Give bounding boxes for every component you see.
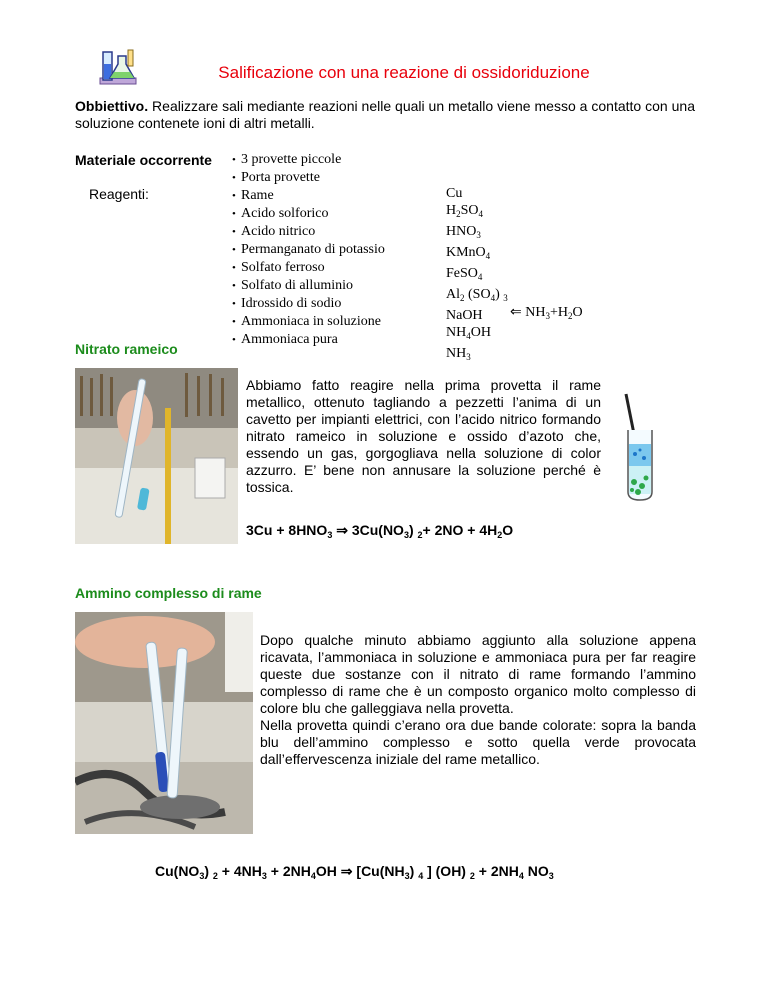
equation-ammino-complesso: $Cu(NO_3) _2 + 4NH_3 + 2NH_4OH$ ⇒ [$Cu(NH_3)$ $_4$ ] (OH) $_2 + 2NH_4$ $NO_3$ <box>155 863 554 881</box>
list-item: • Idrossido di sodio <box>232 296 342 311</box>
list-item: • Solfato ferroso <box>232 260 325 275</box>
bullet-icon: • <box>232 208 236 220</box>
list-item: • Porta provette <box>232 170 320 185</box>
ammino-paragraph-part1: Dopo qualche minuto abbiamo aggiunto alla soluzione appena ricavata, l’ammoniaca in soluzione e ammoniaca pura per far reagire queste due sostanze con il nitrato di rame formando l’ammino complesso di rame che è un composto organico molto complesso di colore blu che galleggiava nella provetta. <box>260 632 696 716</box>
section-heading-ammino-complesso: Ammino complesso di rame <box>75 585 262 601</box>
list-item: • Ammoniaca in soluzione <box>232 314 381 329</box>
nitrato-paragraph: Abbiamo fatto reagire nella prima provetta il rame metallico, ottenuto tagliando a pezzetti l’anima di un cavetto per impianti elettrici, con l’acido nitrico formando nitrato rameico in soluzione e ossido d’azoto che, essendo un gas, gorgogliava nella soluzione di color azzurro. E’ bene non annusare la soluzione perché è tossica. <box>246 377 601 495</box>
formula-item: $NH_4OH$ <box>446 325 491 341</box>
reagents-label: Reagenti: <box>89 186 149 202</box>
test-tube-icon <box>620 392 660 502</box>
formula-item: KMnO$_4$ <box>446 245 491 261</box>
list-item: • Rame <box>232 188 274 203</box>
page-title: Salificazione con una reazione di ossidoriduzione <box>218 63 590 82</box>
formula-item: $HNO_3$ <box>446 224 481 240</box>
objective-label: Obbiettivo. <box>75 98 149 114</box>
ammino-paragraph-part2: Nella provetta quindi c’erano ora due bande colorate: sopra la banda blu dell’ammino complesso e sotto quella verde provocata dall’effervescenza iniziale del rame metallico. <box>260 717 696 767</box>
ammino-paragraph <box>260 632 696 768</box>
bullet-icon: • <box>232 190 236 202</box>
bullet-icon: • <box>232 244 236 256</box>
bullet-icon: • <box>232 298 236 310</box>
formula-item: FeSO$_4$ <box>446 266 483 282</box>
materials-list <box>232 151 385 349</box>
photo-ammino-complex-tube <box>75 612 253 834</box>
bullet-icon: • <box>232 154 236 166</box>
list-item: • Solfato di alluminio <box>232 278 353 293</box>
formula-item: Cu <box>446 186 463 201</box>
bullet-icon: • <box>232 262 236 274</box>
objective-paragraph <box>75 98 695 132</box>
bullet-icon: • <box>232 172 236 184</box>
list-item: • Ammoniaca pura <box>232 332 338 347</box>
photo-test-tube-nitrate <box>75 368 238 544</box>
nh4oh-note: ⇐ $NH_3+H_2O$ <box>510 305 583 321</box>
formula-list <box>446 185 508 366</box>
formula-item: $NH_3$ <box>446 346 471 362</box>
list-item: • Acido nitrico <box>232 224 316 239</box>
list-item: • Acido solforico <box>232 206 329 221</box>
list-item: • 3 provette piccole <box>232 152 342 167</box>
list-item: • Permanganato di potassio <box>232 242 385 257</box>
bullet-icon: • <box>232 226 236 238</box>
formula-item: $H_2SO_4$ <box>446 203 484 219</box>
bullet-icon: • <box>232 334 236 346</box>
formula-item: $Al_2$ $(SO_4)$ $_3$ <box>446 287 508 303</box>
materials-label: Materiale occorrente <box>75 152 212 168</box>
bullet-icon: • <box>232 316 236 328</box>
objective-text: Realizzare sali mediante reazioni nelle quali un metallo viene messo a contatto con una soluzione contenete ioni di altri metalli. <box>75 98 695 131</box>
bullet-icon: • <box>232 280 236 292</box>
section-heading-nitrato-rameico: Nitrato rameico <box>75 341 178 357</box>
formula-item: NaOH <box>446 308 483 323</box>
equation-nitrato-rameico: $3Cu + 8HNO_3$ ⇒ $3Cu(NO_3)$ $_2+ 2NO + 4H_2O$ <box>246 522 514 540</box>
